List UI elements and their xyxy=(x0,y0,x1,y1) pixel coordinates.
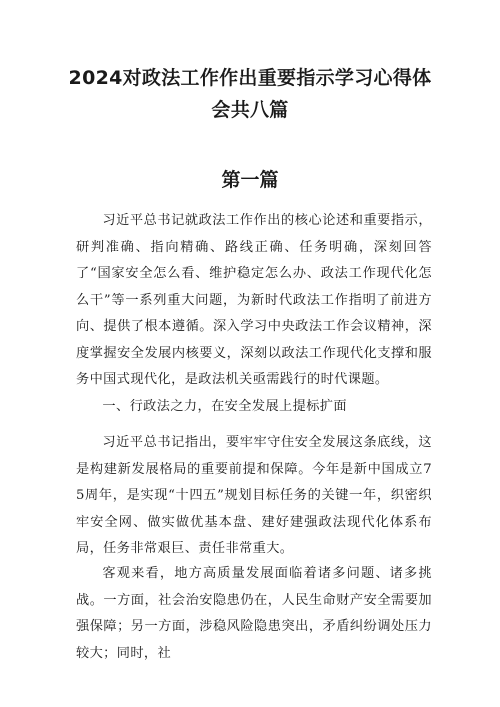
paragraph-two: 习近平总书记指出，要牢牢守住安全发展这条底线，这是构建新发展格局的重要前提和保障。今年是新中国成立75周年，是实现“十四五”规划目标任务的关键一年，织密织牢安全网、做实做优基本盘、建好建强政法现代化体系布局，任务非常艰巨、责任非常重大。 xyxy=(76,435,432,556)
paragraph-three: 客观来看，地方高质量发展面临着诸多问题、诸多挑战。一方面，社会治安隐患仍在，人民生命财产安全需要加强保障；另一方面，涉稳风险隐患突出，矛盾纠纷调处压力较大；同时，社 xyxy=(76,566,432,661)
paragraph-intro: 习近平总书记就政法工作作出的核心论述和重要指示，研判准确、指向精确、路线正确、任务明确，深刻回答了“国家安全怎么看、维护稳定怎么办、政法工作现代化怎么干”等一系列重大问题，为新时代政法工作指明了前进方向、提供了根本遵循。深入学习中央政法工作会议精神，深度掌握安全发展内核要义，深刻以政法工作现代化支撑和服务中国式现代化，是政法机关亟需践行的时代课题。 xyxy=(76,213,432,387)
subheading-one: 一、行政法之力，在安全发展上提标扩面 xyxy=(102,399,347,414)
section-heading: 第一篇 xyxy=(221,169,279,191)
document-title: 2024对政法工作作出重要指示学习心得体会共八篇 xyxy=(68,67,432,121)
